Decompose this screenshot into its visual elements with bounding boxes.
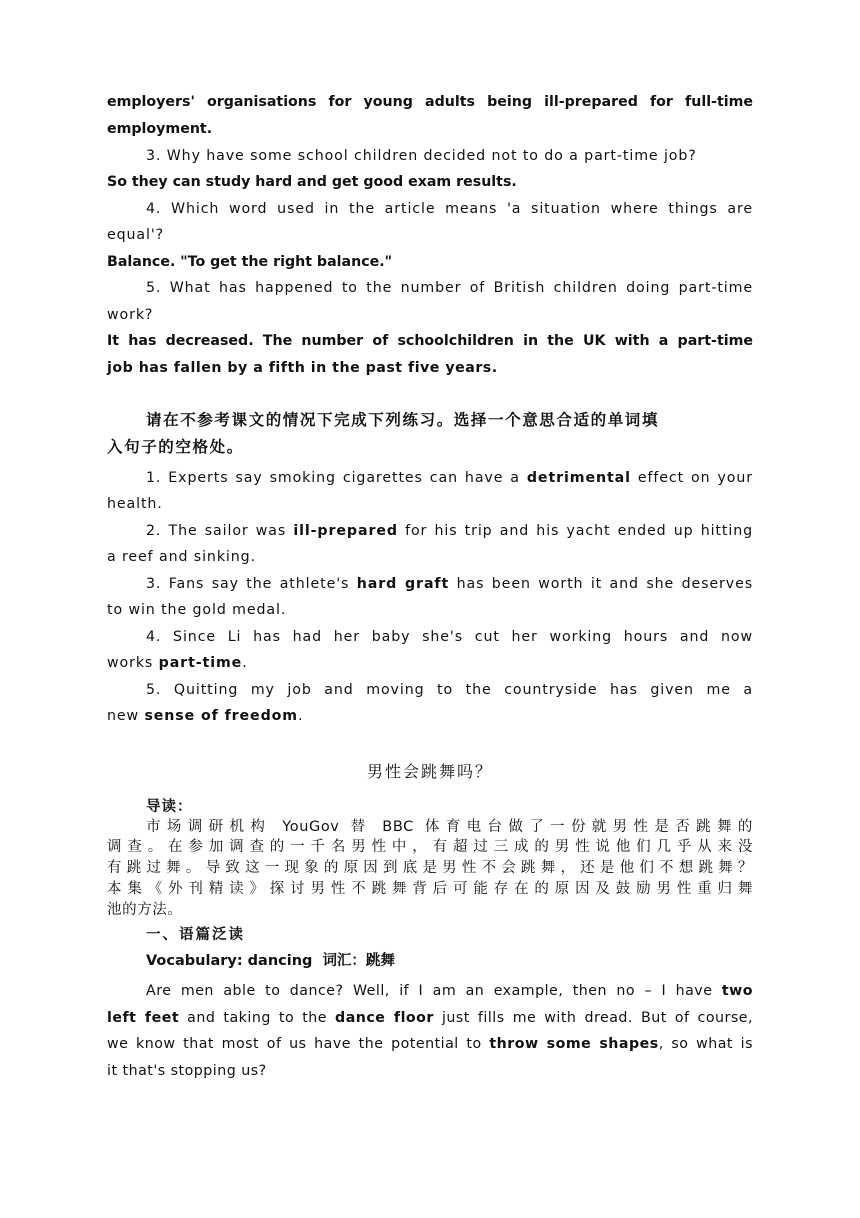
question-3: 3. Why have some school children decided not to do a part-time job? (146, 148, 697, 164)
key-phrase: left feet (107, 1010, 180, 1026)
exercise-item-2-line-1: 2. The sailor was ill-prepared for his trip and his yacht ended up hitting (146, 523, 753, 539)
answer-5-line-1: It has decreased. The number of schoolchildren in the UK with a part-time (107, 333, 753, 349)
intro-label: 导读： (146, 799, 193, 815)
key-word: detrimental (526, 470, 631, 486)
exercise-item-1-line-2: health. (107, 496, 163, 512)
answer-3: So they can study hard and get good exam results. (107, 174, 517, 190)
intro-line-4: 本集《外刊精读》探讨男性不跳舞背后可能存在的原因及鼓励男性重归舞 (107, 881, 753, 897)
exercise-item-4-line-1: 4. Since Li has had her baby she's cut her working hours and now (146, 629, 753, 645)
section-heading: 一、语篇泛读 (146, 927, 245, 943)
answer-2-line-1: employers' organisations for young adults being ill-prepared for full-time (107, 94, 753, 110)
intro-line-5: 池的方法。 (107, 902, 183, 918)
paragraph-line-2: left feet and taking to the dance floor just fills me with dread. But of course, (107, 1010, 753, 1026)
question-4-line-1: 4. Which word used in the article means 'a situation where things are (146, 201, 753, 217)
intro-line-1: 市场调研机构 YouGov 替 BBC 体育电台做了一份就男性是否跳舞的 (146, 819, 753, 835)
exercise-item-4-line-2: works part-time. (107, 655, 248, 671)
intro-line-2: 调查。在参加调查的一千名男性中，有超过三成的男性说他们几乎从来没 (107, 839, 753, 855)
answer-2-line-2: employment. (107, 121, 213, 137)
exercise-item-1-line-1: 1. Experts say smoking cigarettes can have a detrimental effect on your (146, 470, 753, 486)
exercise-item-5-line-1: 5. Quitting my job and moving to the countryside has given me a (146, 682, 753, 698)
answer-4: Balance. "To get the right balance." (107, 254, 393, 270)
key-word: ill-prepared (293, 523, 398, 539)
key-phrase: two (721, 983, 753, 999)
answer-5-line-2: job has fallen by a fifth in the past five years. (107, 360, 498, 376)
exercise-item-2-line-2: a reef and sinking. (107, 549, 256, 565)
exercise-item-5-line-2: new sense of freedom. (107, 708, 304, 724)
paragraph-line-1: Are men able to dance? Well, if I am an example, then no – I have two (146, 983, 753, 999)
question-5-line-1: 5. What has happened to the number of British children doing part-time (146, 280, 753, 296)
exercise-instruction-line-1: 请在不参考课文的情况下完成下列练习。选择一个意思合适的单词填 (146, 411, 660, 429)
exercise-item-3-line-2: to win the gold medal. (107, 602, 287, 618)
exercise-item-3-line-1: 3. Fans say the athlete's hard graft has been worth it and she deserves (146, 576, 753, 592)
key-word: sense of freedom (144, 708, 298, 724)
vocab-heading: Vocabulary: dancing 词汇：跳舞 (146, 953, 395, 969)
question-4-line-2: equal'? (107, 227, 165, 243)
key-phrase: dance floor (335, 1010, 434, 1026)
key-word: part-time (158, 655, 243, 671)
exercise-instruction-line-2: 入句子的空格处。 (107, 438, 244, 456)
key-word: hard graft (356, 576, 450, 592)
article-title: 男性会跳舞吗？ (366, 762, 493, 781)
paragraph-line-4: it that's stopping us? (107, 1063, 267, 1079)
paragraph-line-3: we know that most of us have the potential to throw some shapes, so what is (107, 1036, 753, 1052)
key-phrase: throw some shapes (489, 1036, 659, 1052)
intro-line-3: 有跳过舞。导致这一现象的原因到底是男性不会跳舞，还是他们不想跳舞？ (107, 860, 753, 876)
question-5-line-2: work? (107, 307, 154, 323)
